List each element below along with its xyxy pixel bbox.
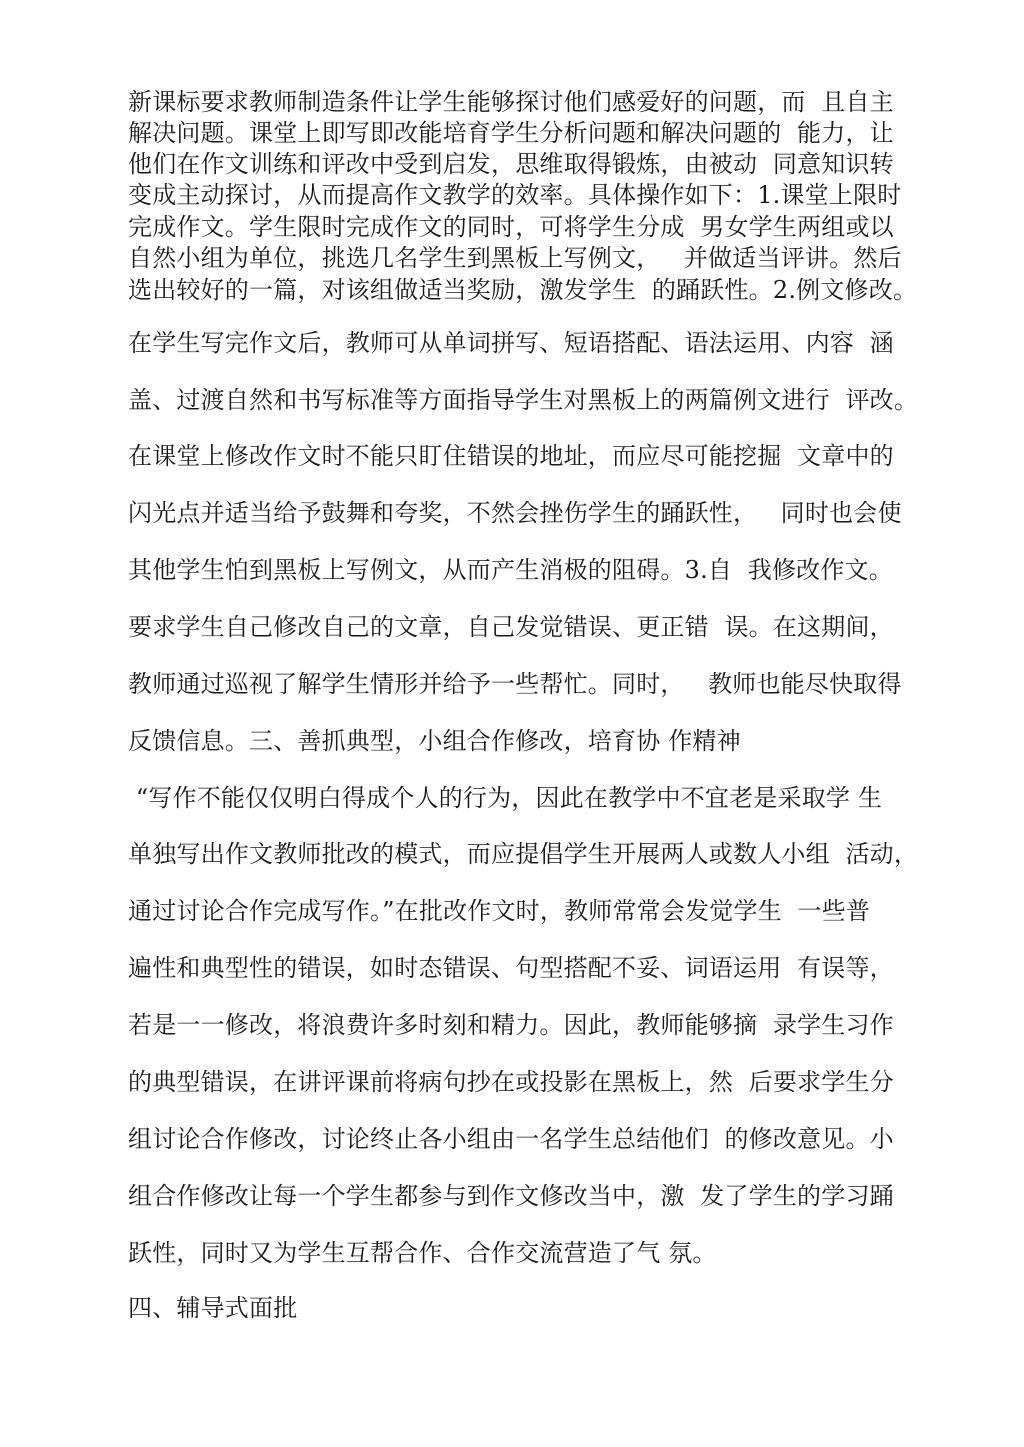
text-line: 自然小组为单位，挑选几名学生到黑板上写例文， 并做适当评讲。然后 [128, 244, 902, 272]
text-line: 反馈信息。三、善抓典型，小组合作修改，培育协 作精神 [128, 727, 741, 755]
text-line: 新课标要求教师制造条件让学生能够探讨他们感爱好的问题，而 且自主 [128, 88, 894, 116]
text-line: 他们在作文训练和评改中受到启发，思维取得锻炼，由被动 同意知识转 [128, 150, 894, 178]
text-line: 其他学生怕到黑板上写例文，从而产生消极的阻碍。3.自 我修改作文。 [128, 556, 893, 584]
text-line: 闪光点并适当给予鼓舞和夸奖，不然会挫伤学生的踊跃性， 同时也会使 [128, 499, 902, 527]
text-line: 单独写出作文教师批改的模式，而应提倡学生开展两人或数人小组 活动， [128, 840, 919, 868]
text-line: 组讨论合作修改，讨论终止各小组由一名学生总结他们 的修改意见。小 [128, 1125, 894, 1153]
text-line: 变成主动探讨，从而提高作文教学的效率。具体操作如下：1.课堂上限时 [128, 181, 902, 209]
text-line: 在学生写完作文后，教师可从单词拼写、短语搭配、语法运用、内容 涵 [128, 329, 894, 357]
text-line: 的典型错误，在讲评课前将病句抄在或投影在黑板上，然 后要求学生分 [128, 1068, 894, 1096]
text-line: 盖、过渡自然和书写标准等方面指导学生对黑板上的两篇例文进行 评改。 [128, 386, 919, 414]
text-line: 教师通过巡视了解学生情形并给予一些帮忙。同时， 教师也能尽快取得 [128, 670, 902, 698]
text-line: 选出较好的一篇，对该组做适当奖励，激发学生 的踊跃性。2.例文修改。 [128, 276, 918, 304]
text-line: 要求学生自己修改自己的文章，自己发觉错误、更正错 误。在这期间， [128, 613, 894, 641]
text-line: 通过讨论合作完成写作。”在批改作文时，教师常常会发觉学生 一些普 [128, 897, 871, 925]
section-heading: 四、辅导式面批 [128, 1294, 298, 1322]
text-line: 跃性，同时又为学生互帮合作、合作交流营造了气 氛。 [128, 1239, 717, 1267]
text-line: 若是一一修改，将浪费许多时刻和精力。因此，教师能够摘 录学生习作 [128, 1011, 894, 1039]
text-line: 在课堂上修改作文时不能只盯住错误的地址，而应尽可能挖掘 文章中的 [128, 442, 894, 470]
text-line: “写作不能仅仅明白得成个人的行为，因此在教学中不宜老是采取学 生 [128, 784, 883, 812]
text-line: 完成作文。学生限时完成作文的同时，可将学生分成 男女学生两组或以 [128, 213, 894, 241]
text-line: 组合作修改让每一个学生都参与到作文修改当中，激 发了学生的学习踊 [128, 1182, 894, 1210]
text-line: 遍性和典型性的错误，如时态错误、句型搭配不妥、词语运用 有误等， [128, 954, 894, 982]
text-line: 解决问题。课堂上即写即改能培育学生分析问题和解决问题的 能力，让 [128, 119, 894, 147]
